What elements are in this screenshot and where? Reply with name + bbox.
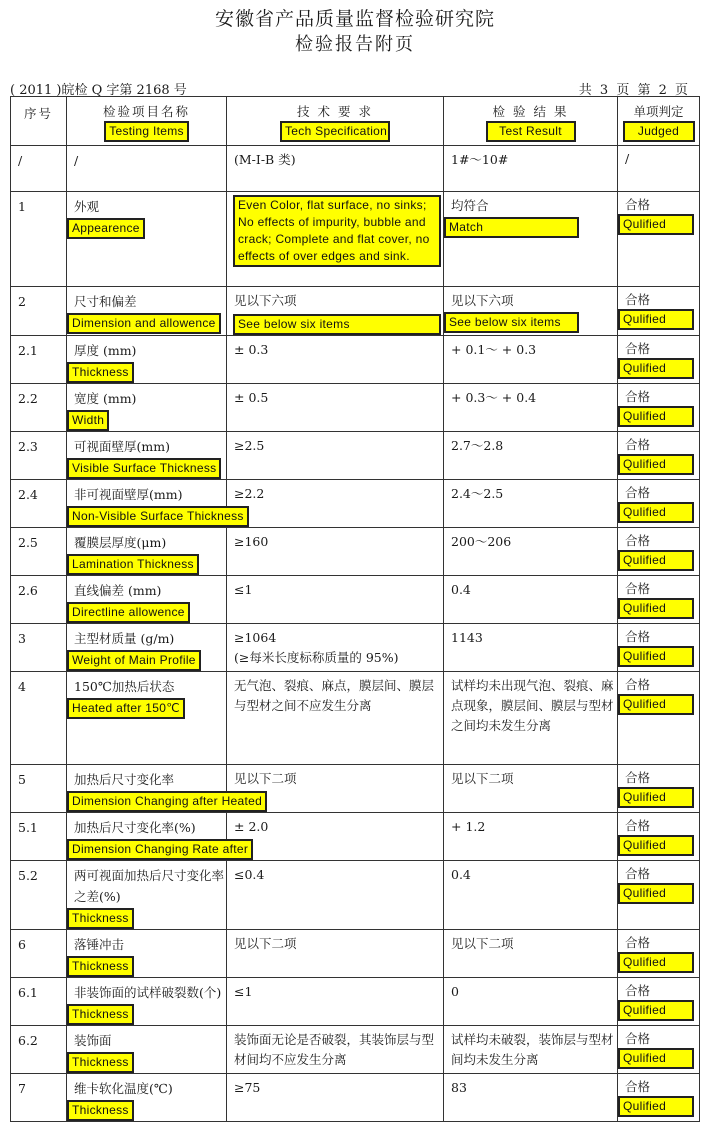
result-text-en: Match: [444, 217, 579, 238]
cell-spec: [227, 528, 444, 576]
cell-judged: [618, 480, 700, 528]
table-row: [11, 765, 700, 813]
result-text: 见以下二项: [451, 771, 514, 786]
result-text: + 0.3～ + 0.4: [451, 390, 537, 405]
row-number: 2.3: [18, 439, 38, 454]
judge-cn: 合格: [625, 341, 651, 356]
cell-spec: [227, 1074, 444, 1122]
cell-no: [11, 1026, 67, 1074]
result-text: + 0.1～ + 0.3: [451, 342, 537, 357]
cell-result: [444, 336, 618, 384]
result-text: 0.4: [451, 582, 471, 597]
row-number: 2: [18, 294, 26, 309]
row-number: 1: [18, 199, 26, 214]
item-name-cn: 加热后尺寸变化率(%): [74, 820, 196, 835]
cell-item: [67, 861, 227, 930]
judge-cn: 合格: [625, 818, 651, 833]
spec-text: 见以下二项: [234, 771, 297, 786]
table-row: [11, 480, 700, 528]
table-row: [11, 146, 700, 192]
row-number: 5.1: [18, 820, 38, 835]
cell-result: [444, 480, 618, 528]
cell-no: [11, 978, 67, 1026]
cell-spec: [227, 978, 444, 1026]
cell-judged: [618, 813, 700, 861]
result-text: 试样均未出现气泡、裂痕、麻点现象，膜层间、膜层与型材之间均未发生分离: [451, 678, 614, 733]
cell-judged: [618, 146, 700, 192]
table-row: [11, 1026, 700, 1074]
row-number: 6.1: [18, 985, 38, 1000]
row-number: 7: [18, 1081, 26, 1096]
item-name-cn: 覆膜层厚度(μm): [74, 535, 167, 550]
table-row: [11, 432, 700, 480]
header-spec: 技 术 要 求 Tech Specification: [227, 97, 444, 146]
cell-spec: [227, 480, 444, 528]
item-name-en: Weight of Main Profile: [67, 650, 201, 671]
header-judged-en: Judged: [623, 121, 695, 142]
cell-spec: [227, 336, 444, 384]
cell-no: [11, 528, 67, 576]
row-number: 4: [18, 679, 26, 694]
cell-result: [444, 576, 618, 624]
table-row: [11, 813, 700, 861]
item-name-en: Directline allowence: [67, 602, 190, 623]
table-row: [11, 576, 700, 624]
item-name-en: Dimension Changing Rate after: [67, 839, 253, 860]
cell-judged: [618, 432, 700, 480]
cell-no: [11, 930, 67, 978]
result-text: + 1.2: [451, 819, 486, 834]
result-text: 83: [451, 1080, 467, 1095]
judge-cn: 合格: [625, 983, 651, 998]
cell-spec: [227, 576, 444, 624]
item-name-en: Lamination Thickness: [67, 554, 199, 575]
cell-judged: [618, 978, 700, 1026]
item-name-en: Thickness: [67, 1100, 134, 1121]
cell-item: [67, 1026, 227, 1074]
row-number: 2.2: [18, 391, 38, 406]
table-row: [11, 1074, 700, 1122]
spec-text: ≥1064 (≥每米长度标称质量的 95%): [234, 630, 399, 665]
judge-cn: 合格: [625, 581, 651, 596]
judge-en: Qulified: [618, 550, 694, 571]
judge-en: Qulified: [618, 952, 694, 973]
cell-result: [444, 861, 618, 930]
item-name-cn: 非可视面壁厚(mm): [74, 487, 183, 502]
spec-text: 装饰面无论是否破裂，其装饰层与型材间均不应发生分离: [234, 1032, 435, 1067]
cell-no: [11, 192, 67, 287]
table-row: [11, 861, 700, 930]
judge-cn: 合格: [625, 533, 651, 548]
item-name-cn: 直线偏差 (mm): [74, 583, 162, 598]
cell-judged: [618, 287, 700, 336]
cell-result: [444, 813, 618, 861]
table-header-row: [11, 97, 700, 146]
cell-no: [11, 287, 67, 336]
cell-spec: [227, 146, 444, 192]
header-no: 序号: [11, 97, 67, 146]
spec-text: (M-I-B 类): [234, 152, 296, 167]
result-text: 1143: [451, 630, 483, 645]
judge-cn: 合格: [625, 292, 651, 307]
item-name-en: Thickness: [67, 956, 134, 977]
cell-result: [444, 384, 618, 432]
cell-spec: [227, 287, 444, 336]
header-result-en: Test Result: [486, 121, 576, 142]
cell-no: [11, 432, 67, 480]
spec-text: ≥160: [234, 534, 269, 549]
cell-judged: [618, 336, 700, 384]
spec-text: ± 0.5: [234, 390, 269, 405]
cell-no: [11, 765, 67, 813]
result-text: 200～206: [451, 534, 512, 549]
judge-en: Qulified: [618, 694, 694, 715]
cell-no: [11, 336, 67, 384]
judge-en: Qulified: [618, 406, 694, 427]
judge-en: Qulified: [618, 835, 694, 856]
cell-spec: [227, 672, 444, 765]
cell-result: [444, 287, 618, 336]
cell-item: [67, 576, 227, 624]
item-name-en: Thickness: [67, 362, 134, 383]
item-name-en: Thickness: [67, 908, 134, 929]
cell-judged: [618, 930, 700, 978]
item-name-en: Thickness: [67, 1004, 134, 1025]
judge-cn: /: [625, 151, 630, 166]
table-row: [11, 624, 700, 672]
item-name-cn: 150℃加热后状态: [74, 679, 175, 694]
spec-text: ≤0.4: [234, 867, 265, 882]
cell-item: [67, 528, 227, 576]
inspection-table: [10, 96, 700, 1122]
item-name-cn: 加热后尺寸变化率: [74, 772, 175, 787]
cell-item: [67, 978, 227, 1026]
cell-no: [11, 146, 67, 192]
result-text: 2.4～2.5: [451, 486, 504, 501]
judge-en: Qulified: [618, 1048, 694, 1069]
cell-judged: [618, 765, 700, 813]
judge-en: Qulified: [618, 358, 694, 379]
row-number: /: [18, 153, 23, 168]
cell-item: [67, 192, 227, 287]
cell-judged: [618, 1026, 700, 1074]
cell-no: [11, 813, 67, 861]
cell-item: [67, 813, 249, 861]
header-item: 检验项目名称 Testing Items: [67, 97, 227, 146]
row-number: 2.1: [18, 343, 38, 358]
institute-title: 安徽省产品质量监督检验研究院: [214, 8, 495, 30]
row-number: 5.2: [18, 868, 38, 883]
table-row: [11, 930, 700, 978]
judge-en: Qulified: [618, 883, 694, 904]
cell-no: [11, 624, 67, 672]
cell-result: [444, 192, 618, 287]
judge-en: Qulified: [618, 214, 694, 235]
spec-text: ± 2.0: [234, 819, 269, 834]
cell-spec: [227, 384, 444, 432]
cell-result: [444, 528, 618, 576]
judge-cn: 合格: [625, 770, 651, 785]
item-name-cn: 外观: [74, 199, 100, 214]
cell-result: [444, 432, 618, 480]
cell-item: [67, 336, 227, 384]
row-number: 6: [18, 937, 26, 952]
cell-no: [11, 384, 67, 432]
cell-result: [444, 146, 618, 192]
cell-judged: [618, 1074, 700, 1122]
judge-cn: 合格: [625, 389, 651, 404]
cell-judged: [618, 624, 700, 672]
row-number: 2.6: [18, 583, 38, 598]
header-spec-en: Tech Specification: [280, 121, 390, 142]
spec-text: ≥2.5: [234, 438, 265, 453]
cell-spec: [227, 813, 444, 861]
judge-cn: 合格: [625, 197, 651, 212]
cell-spec: [227, 1026, 444, 1074]
cell-judged: [618, 576, 700, 624]
item-name-cn: 两可视面加热后尺寸变化率之差(%): [74, 868, 225, 904]
cell-spec: [227, 192, 444, 287]
cell-item: [67, 432, 227, 480]
result-text: 见以下二项: [451, 936, 514, 951]
judge-en: Qulified: [618, 454, 694, 475]
result-text: 均符合: [451, 198, 489, 213]
spec-text: ≤1: [234, 582, 253, 597]
spec-text: ± 0.3: [234, 342, 269, 357]
cell-item: [67, 624, 227, 672]
item-name-en: Non-Visible Surface Thickness: [67, 506, 249, 527]
item-name-cn: 厚度 (mm): [74, 343, 137, 358]
item-name-cn: 可视面壁厚(mm): [74, 439, 170, 454]
result-text: 试样均未破裂，装饰层与型材间均未发生分离: [451, 1032, 614, 1067]
cell-item: [67, 146, 227, 192]
table-row: [11, 287, 700, 336]
cell-result: [444, 1026, 618, 1074]
spec-text: 见以下六项: [234, 293, 297, 308]
item-name-en: Heated after 150℃: [67, 698, 185, 719]
cell-result: [444, 672, 618, 765]
item-name-en: Thickness: [67, 1052, 134, 1073]
result-text: 0.4: [451, 867, 471, 882]
report-subtitle: 检验报告附页: [295, 34, 415, 55]
cell-item: [67, 480, 244, 528]
cell-result: [444, 1074, 618, 1122]
cell-item: [67, 1074, 227, 1122]
result-text-en: See below six items: [444, 312, 579, 333]
spec-text: ≤1: [234, 984, 253, 999]
judge-cn: 合格: [625, 677, 651, 692]
item-name-cn: 落锤冲击: [74, 937, 125, 952]
page-indicator: 共 3 页 第 2 页: [578, 83, 688, 98]
judge-en: Qulified: [618, 646, 694, 667]
item-name-en: Dimension Changing after Heated: [67, 791, 267, 812]
spec-text: ≥75: [234, 1080, 261, 1095]
cell-result: [444, 624, 618, 672]
cell-no: [11, 861, 67, 930]
header-judged: 单项判定 Judged: [618, 97, 700, 146]
spec-text-en: See below six items: [233, 314, 441, 335]
cell-judged: [618, 384, 700, 432]
table-row: [11, 384, 700, 432]
judge-en: Qulified: [618, 1000, 694, 1021]
table-row: [11, 336, 700, 384]
row-number: 5: [18, 772, 26, 787]
judge-en: Qulified: [618, 502, 694, 523]
spec-text: ≥2.2: [234, 486, 265, 501]
cell-item: [67, 930, 227, 978]
cell-spec: [227, 861, 444, 930]
judge-cn: 合格: [625, 866, 651, 881]
cell-item: [67, 384, 227, 432]
judge-cn: 合格: [625, 1079, 651, 1094]
cell-judged: [618, 861, 700, 930]
judge-en: Qulified: [618, 309, 694, 330]
item-name-en: Dimension and allowence: [67, 313, 221, 334]
table-row: [11, 672, 700, 765]
cell-no: [11, 672, 67, 765]
table-row: [11, 528, 700, 576]
cell-judged: [618, 192, 700, 287]
judge-cn: 合格: [625, 1031, 651, 1046]
spec-text: 无气泡、裂痕、麻点，膜层间、膜层与型材之间不应发生分离: [234, 678, 435, 713]
spec-text-en: Even Color, flat surface, no sinks; No effects of impurity, bubble and crack; Complete and flat cover, no effects of over edges and sink.: [233, 195, 441, 267]
cell-judged: [618, 672, 700, 765]
judge-cn: 合格: [625, 437, 651, 452]
item-name-cn: /: [74, 153, 79, 168]
judge-cn: 合格: [625, 935, 651, 950]
judge-en: Qulified: [618, 787, 694, 808]
result-text: 见以下六项: [451, 293, 514, 308]
report-number: ( 2011 )皖检 Q 字第 2168 号: [10, 83, 187, 98]
item-name-cn: 宽度 (mm): [74, 391, 137, 406]
header-item-en: Testing Items: [104, 121, 189, 142]
judge-cn: 合格: [625, 485, 651, 500]
result-text: 0: [451, 984, 459, 999]
spec-text: 见以下二项: [234, 936, 297, 951]
cell-judged: [618, 528, 700, 576]
item-name-cn: 尺寸和偏差: [74, 294, 137, 309]
cell-item: [67, 672, 227, 765]
item-name-cn: 维卡软化温度(℃): [74, 1081, 173, 1096]
header-result: 检 验 结 果 Test Result: [444, 97, 618, 146]
judge-en: Qulified: [618, 598, 694, 619]
cell-result: [444, 930, 618, 978]
item-name-cn: 非装饰面的试样破裂数(个): [74, 985, 222, 1000]
cell-result: [444, 765, 618, 813]
cell-no: [11, 576, 67, 624]
row-number: 3: [18, 631, 26, 646]
item-name-en: Width: [67, 410, 109, 431]
result-text: 2.7～2.8: [451, 438, 504, 453]
table-row: [11, 978, 700, 1026]
judge-cn: 合格: [625, 629, 651, 644]
row-number: 2.5: [18, 535, 38, 550]
judge-en: Qulified: [618, 1096, 694, 1117]
item-name-en: Appearence: [67, 218, 145, 239]
cell-result: [444, 978, 618, 1026]
row-number: 2.4: [18, 487, 38, 502]
cell-item: [67, 765, 263, 813]
item-name-cn: 装饰面: [74, 1033, 112, 1048]
cell-item: [67, 287, 227, 336]
item-name-en: Visible Surface Thickness: [67, 458, 221, 479]
table-row: [11, 192, 700, 287]
cell-no: [11, 1074, 67, 1122]
cell-spec: [227, 432, 444, 480]
cell-spec: [227, 930, 444, 978]
result-text: 1#～10#: [451, 152, 509, 167]
cell-no: [11, 480, 67, 528]
item-name-cn: 主型材质量 (g/m): [74, 631, 175, 646]
cell-spec: [227, 624, 444, 672]
row-number: 6.2: [18, 1033, 38, 1048]
